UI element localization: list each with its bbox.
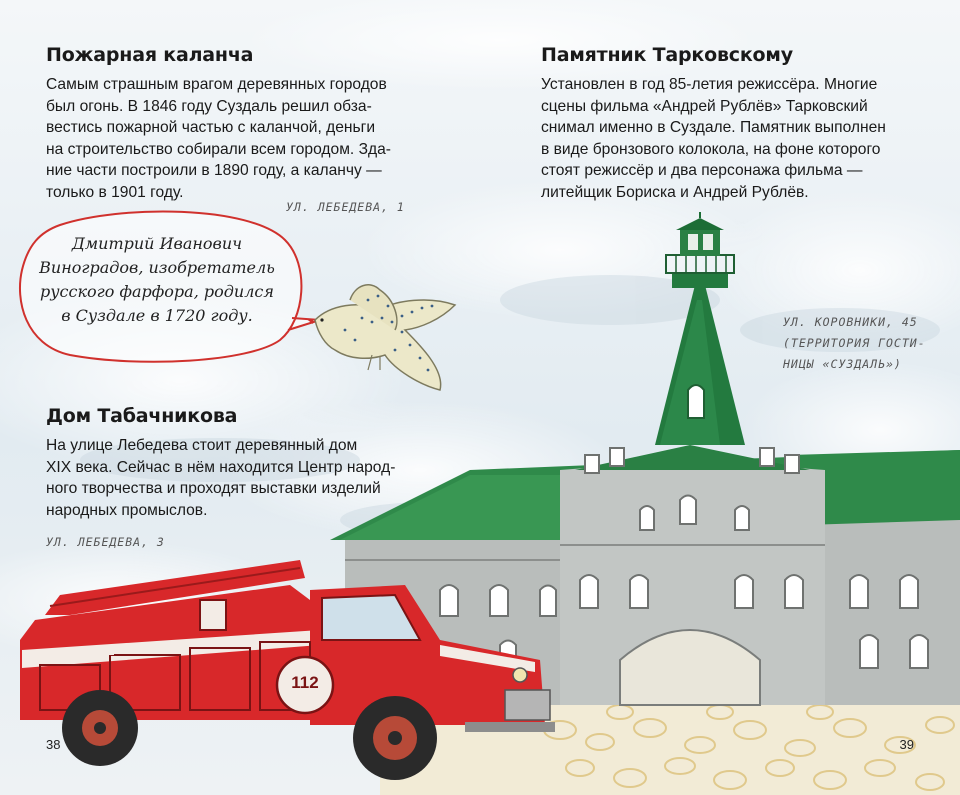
section-title: Пожарная каланча	[46, 44, 254, 66]
section-body: На улице Лебедева стоит деревянный дом XIX века. Сейчас в нём находится Центр народ- ного творчества и проходят выставки изделий народных промыслов.	[46, 437, 396, 519]
section-title: Памятник Тарковскому	[541, 44, 793, 66]
address-lebedeva-1: УЛ. ЛЕБЕДЕВА, 1	[286, 200, 405, 214]
section-tarkovsky-monument	[541, 44, 941, 203]
section-body: Самым страшным врагом деревянных городов был огонь. В 1846 году Суздаль решил обза- вестись пожарной частью с каланчой, деньги на строительство собирали всем городом. Зда- ние части построили в 1890 году, а каланчу — только в 1901 году.	[46, 76, 391, 201]
section-body: Установлен в год 85-летия режиссёра. Многие сцены фильма «Андрей Рублёв» Тарковский снимал именно в Суздале. Памятник выполнен в виде бронзового колокола, на фоне которого стоят режиссёр и два персонажа фильма — литейщик Бориска и Андрей Рублёв.	[541, 76, 886, 201]
truck-side-number: 112	[90, 642, 116, 658]
section-tabachnikov-house	[46, 405, 426, 521]
page-number-right: 39	[899, 737, 914, 752]
address-korovniki-45: УЛ. КОРОВНИКИ, 45 (ТЕРРИТОРИЯ ГОСТИ- НИЦЫ «СУЗДАЛЬ»)	[783, 315, 926, 371]
section-title: Дом Табачникова	[46, 405, 238, 427]
section-fire-tower	[46, 44, 426, 203]
address-lebedeva-3: УЛ. ЛЕБЕДЕВА, 3	[46, 535, 165, 549]
page-number-left: 38	[46, 737, 61, 752]
truck-circle-number: 112	[291, 673, 319, 692]
speech-bubble-text: Дмитрий Иванович Виноградов, изобретатель русского фарфора, родился в Суздале в 1720 году.	[39, 234, 275, 325]
